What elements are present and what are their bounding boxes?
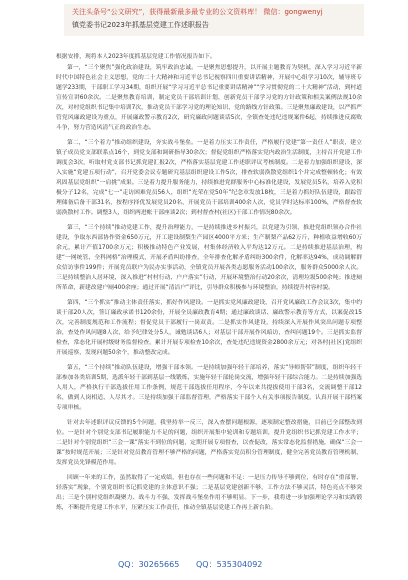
paragraph: 第五，“三个持续”推动队伍建设，增强干部本领。一是持续加强年轻干部培养，落实“导师帮带”制度，组织年轻干部参加各类培训5期，选派年轻干部到基层一线锻炼，实施年轻干部轮岗交流，增强年轻干部综合能力。二是持续加强选人用人，严格执行干部选拔任用工作条例，规范干部选拔任用程序，今年以来共提拔使用干部3名，交流调整干部12名，做到人岗相适、人尽其才。三是持续加强干部监督管理，严格落实干部个人有关事项报告制度，认真开展干部档案专项审核。 (56, 365, 362, 411)
paragraph: 第一，“三个聚焦”强化政治建设，筑牢政治忠诚。一是聚焦思想提升，以开展主题教育为契机，深入学习习近平新时代中国特色社会主义思想，党的二十大精神和习近平总书记视察四川重要讲话精神，开展中心组学习10次，辅导班专题学233期，干部职工学习34期，组织开展“学习习近平总书记重要讲话精神”“学习贯彻党的二十大精神”活动，到村道宣传宣讲60余次。二是聚焦教育培训，制定党员干部培训计划，创新党员干部学习党的方针政策和相关案例法规10余次，对村党组织书记集中培训7次，推动党员干部学习党的理论知识、党的路线方针政策。三是聚焦廉政建设，以严抓严管党风廉政建设为重点，开展廉政警示教育2次，研究廉政问题谈话5次，全镇查处违纪违规案件6起，持续推进反腐败斗争，努力营造风清气正的政治生态。 (56, 65, 362, 131)
document-body (56, 52, 362, 518)
footer-contact (0, 558, 408, 572)
promo-banner-text: 关注头条号“公文研究”，获得最新最多最专业的公文资料库！ 微信：gongwenyj (72, 8, 323, 16)
paragraph: 回顾一年来的工作，虽然取得了一定成绩，但也存在一些问题和不足：一是压力传导不够到位，有时存在“重部署、轻落实”现象，个别党组织书记抓党建的主体意识不强；二是基层党建创新不够，工作方法不够灵活，特色亮点不够突出；三是个别村党组织凝聚力、战斗力不强，发挥战斗堡垒作用不够明显。下一步，我将进一步加强理论学习和实践锻炼，不断提升党建工作水平，压紧压实工作责任，推动全镇基层党建工作再上新台阶。 (56, 475, 362, 511)
paragraph: 第四，“三个抓实”推动主体责任落实，抓好作风建设。一是抓实党风廉政建设，召开党风廉政工作会议3次，集中约谈干部20人次，签订廉政承诺书120余份，开展全员廉政教育4期；通过廉政谈话、廉政警示教育等方式，以案促改15次，完善制度规范和工作流程；督促党员干部履行一岗双责。二是抓实作风建设，持续深入开展作风突出问题专项整治，查处作风问题8人次，给予纪律处分5人，诫勉谈话6人；对基层干部开展作风暗访，查纠问题19个。三是抓实监督检查，常态化开展村级财务监督检查，累计开展专项检查10余次，查处违纪违规资金2800余万元；对各村(社区)党组织开展巡察，发现问题50余个，推动整改完成。 (56, 300, 362, 356)
paragraph: 第三，“三个持续”推动党建工作，提升治理能力，一是持续推进乡村振兴，以党建为引领，推进党组织领办合作社建设，争取东西部协作资金650万元，开工建设制梨生产园区4000平方米；生产制梨产品62万斤，种植收益增收60万余元，累计产值1700余万元；积极推动特色产业发展，村集体经济收入平均达12万元。二是持续推进基层治理，构建“一网统管、全科网格”治理模式，开展矛盾纠纷排查，全年排查化解矛盾纠纷300余件，化解率达94%，成功调解群众信访事件199件；开展党员联户为民办实事活动，全镇党员开展各类志愿服务活动100余次，服务群众5000余人次。三是持续整治人居环境，深入推进“村村行动、户户落实”行动，开展环境整治行动20余次，清理垃圾500余吨；推进厕所革命，新建改建户厕400余座；通过开展“清洁户”评比，引导群众积极参与环境整治，持续提升村容村貌。 (56, 225, 362, 291)
paragraph: 针对去年述职评议反馈的5个问题，我坚持举一反三，深入查摆问题根源，逐项制定整改措施，目前已全部整改到位。一是针对个别党支部书记履职能力不足的问题，组织开展集中轮训和专题培训，提升党组织书记抓党建工作水平；二是针对个别党组织“三会一课”落实不到位的问题，定期开展专项督查，以查促改，落实常态化监督措施，确保“三会一课”按时规范开展；三是针对党员教育管理不够严格的问题，严格落实党员积分管理制度，健全完善党员教育管理机制，发挥党员先锋模范作用。 (56, 420, 362, 466)
paragraph: 第二，“三个着力”推动组织建设，夯实战斗堡垒。一是着力压实工作责任，严格履行党建“第一责任人”职责，建立镇子成员党支部联系点16个，到党支部和调研指导30余次；督促党组织严格落实党内政治生活制度，主持召开党建工作调度会3次，听取村党支部书记抓党建汇报2次，严格落实基层党建工作述职评议考核制度。二是着力加强组织建设，深入实施“党建五项行动”，召开党委会议专题研究基层组织建设工作5次，排查软弱涣散党组织1个并完成整顿转化；有效巩固基层党组织“一肩挑”成果。三是着力提升服务能力，持续推进党群服务中心标准化建设，发展党员5名，培养入党积极分子12名，完成“七一”走访困难党员56人，组织“光荣在党50年”纪念章发放18枚，三是着力抓好队伍建设，跟踪管理储备后备干部31名，按程序择优发展党员20名，开展党员干部培训400余人次，党员学时达标率100%，严格督查软弱涣散村工作。调整3人，组织两进帐干部座谈2次；到村督查村(社区)干部工作情况80余次。 (56, 140, 362, 216)
banner-subtitle: 镇党委书记2023年抓基层党建工作述职报告 (72, 21, 209, 29)
footer-wechat-text: QQ：535304092 (196, 560, 263, 569)
promo-banner (64, 4, 364, 36)
document-intro: 根据安排，现将本人2023年度抓基层党建工作情况报告如下。 (56, 54, 216, 60)
footer-qq-text: QQ：30265665 (118, 560, 180, 569)
